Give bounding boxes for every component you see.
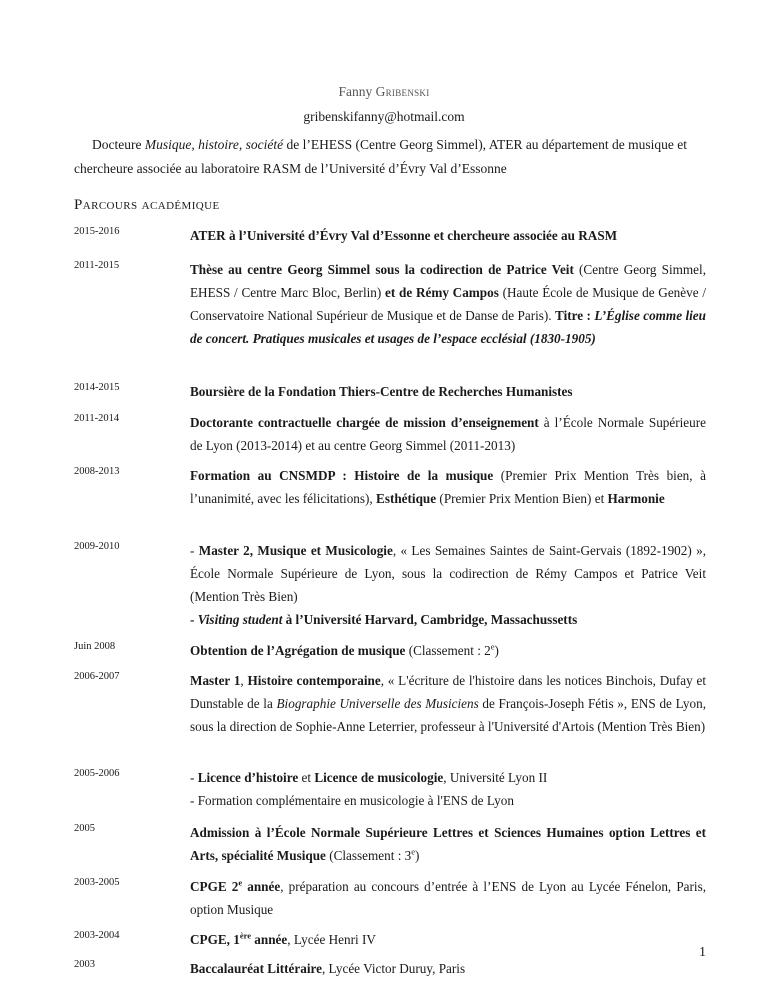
- entry-row: [74, 669, 706, 766]
- entry-date: 2003-2005: [74, 877, 120, 888]
- entry-content: Doctorante contractuelle chargée de mission d’enseignement à l’École Normale Supérieure de Lyon (2013-2014) et au centre Georg Simmel (2011-2013): [190, 415, 706, 453]
- entry-row: [74, 411, 706, 464]
- entry-row: [74, 464, 706, 539]
- entry-row: [74, 957, 706, 986]
- entry-date: 2003: [74, 959, 95, 970]
- entry-date: 2015-2016: [74, 226, 120, 237]
- entry-row: [74, 928, 706, 957]
- entry-row: [74, 380, 706, 411]
- entry-content: - Licence d’histoire et Licence de musicologie, Université Lyon II - Formation complémentaire en musicologie à l'ENS de Lyon: [190, 770, 548, 808]
- entry-row: [74, 821, 706, 875]
- entry-content: Thèse au centre Georg Simmel sous la codirection de Patrice Veit (Centre Georg Simmel, EHESS / Centre Marc Bloc, Berlin) et de Rémy Campos (Haute École de Musique de Genève / Conservatoire National Supérieur de Musique et de Danse de Paris). Titre : L’Église comme lieu de concert. Pratiques musicales et usages de l’espace ecclésial (1830-1905): [190, 262, 706, 346]
- entry-content: Master 1, Histoire contemporaine, « L'écriture de l'histoire dans les notices Binchois, Dufay et Dunstable de la Biographie Universelle des Musiciens de François-Joseph Fétis », ENS de Lyon, sous la direction de Sophie-Anne Leterrier, professeur à l'Université d'Artois (Mention Très Bien): [190, 673, 707, 734]
- entry-date: 2011-2014: [74, 413, 120, 424]
- entry-row: [74, 639, 706, 669]
- entry-content: Boursière de la Fondation Thiers-Centre de Recherches Humanistes: [190, 384, 573, 399]
- entry-content: Baccalauréat Littéraire, Lycée Victor Duruy, Paris: [190, 961, 466, 976]
- entry-content: Admission à l’École Normale Supérieure Lettres et Sciences Humaines option Lettres et Arts, spécialité Musique (Classement : 3e): [190, 825, 706, 863]
- entry-date: 2011-2015: [74, 260, 120, 271]
- entry-date: 2008-2013: [74, 466, 120, 477]
- entry-content: Obtention de l’Agrégation de musique (Classement : 2e): [190, 641, 499, 658]
- entry-date: 2005: [74, 823, 95, 834]
- entry-date: 2005-2006: [74, 768, 120, 779]
- entry-date: 2006-2007: [74, 671, 120, 682]
- entry-date: 2003-2004: [74, 930, 120, 941]
- last-name: Gribenski: [375, 84, 430, 99]
- intro-paragraph: Docteure Musique, histoire, société de l’EHESS (Centre Georg Simmel), ATER au département de musique et chercheure associée au laboratoire RASM de l’Université d’Évry Val d’Essonne: [74, 137, 688, 176]
- entries-list: [74, 224, 706, 986]
- entry-row: [74, 766, 706, 821]
- entry-content: Formation au CNSMDP : Histoire de la musique (Premier Prix Mention Très bien, à l’unanimité, avec les félicitations), Esthétique (Premier Prix Mention Bien) et Harmonie: [190, 468, 706, 506]
- entry-content: CPGE 2e année, préparation au concours d’entrée à l’ENS de Lyon au Lycée Fénelon, Paris, option Musique: [190, 877, 707, 917]
- entry-date: 2014-2015: [74, 382, 120, 393]
- author-email: gribenskifanny@hotmail.com: [303, 109, 465, 124]
- first-name: Fanny: [338, 84, 373, 99]
- entry-row: [74, 258, 706, 380]
- entry-row: [74, 224, 706, 258]
- entry-row: [74, 875, 706, 928]
- entry-date: 2009-2010: [74, 541, 120, 552]
- entry-content: CPGE, 1ère année, Lycée Henri IV: [190, 930, 376, 947]
- entry-content: ATER à l’Université d’Évry Val d’Essonne et chercheure associée au RASM: [190, 228, 618, 243]
- section-title: Parcours académique: [74, 197, 220, 213]
- entry-row: [74, 539, 706, 639]
- entry-content: - Master 2, Musique et Musicologie, « Les Semaines Saintes de Saint-Gervais (1892-1902) », École Normale Supérieure de Lyon, sous la codirection de Rémy Campos et Patrice Veit (Mention Très Bien) - Visiting student à l’Université Harvard, Cambridge, Massachussetts: [190, 543, 706, 627]
- entry-date: Juin 2008: [74, 641, 116, 652]
- page-number: 1: [699, 945, 706, 960]
- author-name: [0, 84, 768, 100]
